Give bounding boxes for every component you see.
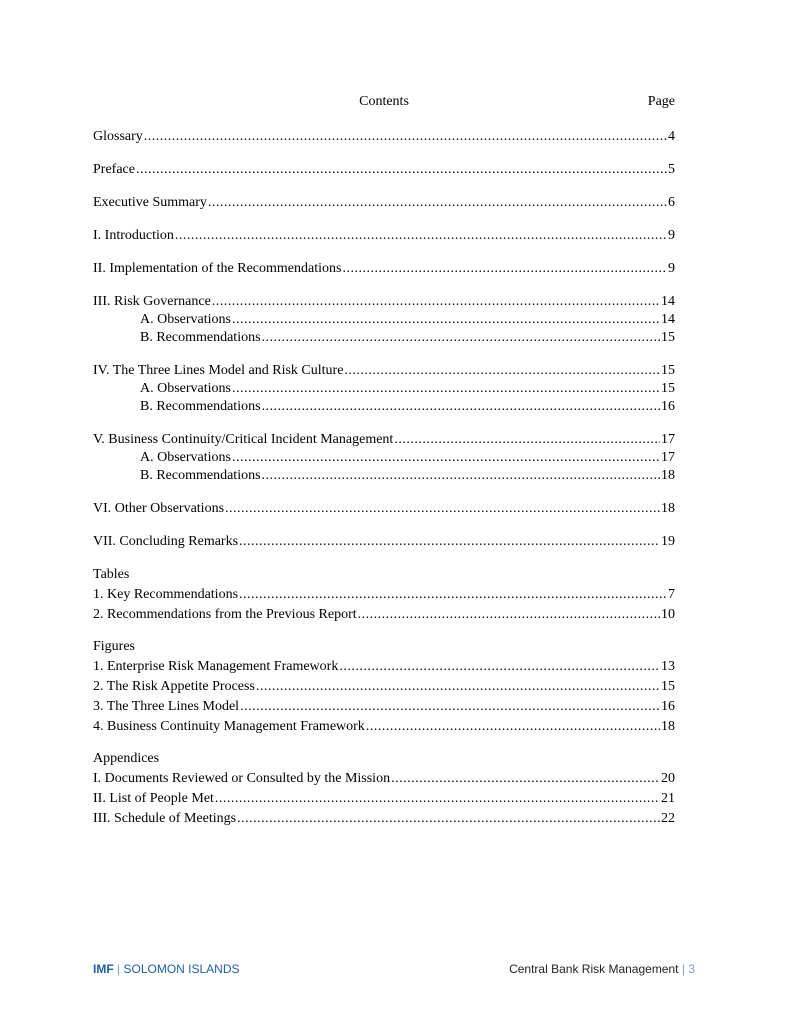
tables-heading: Tables — [93, 567, 130, 582]
toc-entry-page: 18 — [661, 719, 675, 734]
toc-entry-page: 4 — [668, 129, 675, 144]
toc-entry-label: II. Implementation of the Recommendations — [93, 261, 342, 276]
toc-section — [93, 533, 675, 551]
toc-entry[interactable] — [93, 128, 675, 146]
tables-entry[interactable] — [93, 586, 675, 604]
figures-heading: Figures — [93, 639, 135, 654]
footer-doc-divider: | — [681, 962, 685, 976]
dot-leader — [239, 586, 667, 604]
dot-leader — [175, 227, 667, 245]
dot-leader — [215, 790, 660, 808]
toc-entry-label: B. Recommendations — [140, 399, 261, 414]
toc-entry-page: 15 — [661, 330, 675, 345]
figures-entry[interactable] — [93, 718, 675, 736]
toc-entry-page: 7 — [668, 587, 675, 602]
toc-subentry[interactable] — [93, 329, 675, 347]
toc-section — [93, 500, 675, 518]
toc-entry-label: 1. Key Recommendations — [93, 587, 239, 602]
dot-leader — [339, 658, 660, 676]
toc-entry-label: I. Documents Reviewed or Consulted by the Mission — [93, 771, 391, 786]
toc-entry[interactable] — [93, 431, 675, 449]
toc-entry-label: 2. Recommendations from the Previous Report — [93, 607, 357, 622]
appendices-entry[interactable] — [93, 770, 675, 788]
toc-entry-page: 15 — [661, 381, 675, 396]
toc-entry-page: 6 — [668, 195, 675, 210]
toc-entry[interactable] — [93, 227, 675, 245]
toc-entry-page: 17 — [661, 432, 675, 447]
toc-entry-label: B. Recommendations — [140, 330, 261, 345]
toc-section — [93, 293, 675, 347]
dot-leader — [144, 128, 667, 146]
toc-entry-label: V. Business Continuity/Critical Incident Management — [93, 432, 394, 447]
toc-entry-page: 19 — [661, 534, 675, 549]
footer-org — [93, 962, 240, 976]
toc-entry-page: 22 — [661, 811, 675, 826]
dot-leader — [262, 467, 660, 485]
dot-leader — [262, 329, 660, 347]
toc-entry-page: 15 — [661, 363, 675, 378]
toc-entry-label: VI. Other Observations — [93, 501, 225, 516]
toc-subentry[interactable] — [93, 449, 675, 467]
toc-entry-label: Preface — [93, 162, 135, 177]
toc-entry-page: 9 — [668, 261, 675, 276]
dot-leader — [366, 718, 660, 736]
toc-subentry[interactable] — [93, 311, 675, 329]
toc-entry-label: A. Observations — [140, 450, 231, 465]
toc-entry-page: 9 — [668, 228, 675, 243]
toc-entry-label: III. Schedule of Meetings — [93, 811, 237, 826]
toc-entry[interactable] — [93, 533, 675, 551]
table-of-contents — [93, 93, 675, 842]
toc-entry-page: 15 — [661, 679, 675, 694]
footer-page-number: 3 — [688, 962, 695, 976]
dot-leader — [394, 431, 660, 449]
dot-leader — [232, 449, 660, 467]
dot-leader — [262, 398, 660, 416]
dot-leader — [136, 161, 667, 179]
toc-entry-page: 14 — [661, 294, 675, 309]
toc-entry-label: VII. Concluding Remarks — [93, 534, 239, 549]
appendices-entry[interactable] — [93, 790, 675, 808]
toc-entry-label: IV. The Three Lines Model and Risk Culture — [93, 363, 344, 378]
dot-leader — [232, 311, 660, 329]
figures-entry[interactable] — [93, 678, 675, 696]
figures-entry[interactable] — [93, 658, 675, 676]
toc-subentry[interactable] — [93, 398, 675, 416]
toc-entry-page: 16 — [661, 399, 675, 414]
dot-leader — [344, 362, 660, 380]
tables-entry[interactable] — [93, 606, 675, 624]
toc-section — [93, 362, 675, 416]
figures-list — [93, 638, 675, 736]
appendices-entry[interactable] — [93, 810, 675, 828]
dot-leader — [342, 260, 667, 278]
toc-entry-page: 14 — [661, 312, 675, 327]
toc-entry-label: 2. The Risk Appetite Process — [93, 679, 255, 694]
toc-section — [93, 227, 675, 245]
dot-leader — [240, 698, 660, 716]
toc-section — [93, 431, 675, 485]
dot-leader — [358, 606, 660, 624]
toc-entry-label: 4. Business Continuity Management Framework — [93, 719, 365, 734]
toc-section — [93, 260, 675, 278]
toc-entry[interactable] — [93, 293, 675, 311]
toc-section — [93, 161, 675, 179]
toc-entry-label: A. Observations — [140, 312, 231, 327]
dot-leader — [232, 380, 660, 398]
toc-entry-page: 5 — [668, 162, 675, 177]
toc-subentry[interactable] — [93, 380, 675, 398]
toc-entry-label: Glossary — [93, 129, 143, 144]
footer-divider: | — [117, 962, 121, 976]
page-footer — [93, 962, 695, 978]
footer-org-abbrev: IMF — [93, 962, 114, 976]
footer-doc — [509, 962, 695, 976]
page-column-label: Page — [647, 94, 675, 109]
toc-entry-page: 21 — [661, 791, 675, 806]
toc-entry-page: 20 — [661, 771, 675, 786]
toc-entry[interactable] — [93, 500, 675, 518]
toc-sections — [93, 128, 675, 551]
toc-entry-page: 10 — [661, 607, 675, 622]
toc-entry-label: III. Risk Governance — [93, 294, 211, 309]
dot-leader — [208, 194, 667, 212]
toc-entry-label: Executive Summary — [93, 195, 207, 210]
toc-header — [93, 93, 675, 111]
dot-leader — [256, 678, 660, 696]
toc-section — [93, 194, 675, 212]
toc-entry-page: 16 — [661, 699, 675, 714]
appendices-list — [93, 750, 675, 828]
dot-leader — [239, 533, 660, 551]
toc-subentry[interactable] — [93, 467, 675, 485]
contents-title: Contents — [359, 94, 409, 109]
toc-entry[interactable] — [93, 161, 675, 179]
toc-section — [93, 128, 675, 146]
dot-leader — [225, 500, 660, 518]
toc-entry[interactable] — [93, 260, 675, 278]
toc-entry-label: 1. Enterprise Risk Management Framework — [93, 659, 339, 674]
footer-country: SOLOMON ISLANDS — [123, 962, 240, 976]
tables-list — [93, 566, 675, 624]
toc-entry-label: A. Observations — [140, 381, 231, 396]
toc-entry-page: 17 — [661, 450, 675, 465]
toc-entry[interactable] — [93, 194, 675, 212]
toc-entry-page: 18 — [661, 468, 675, 483]
toc-entry-label: 3. The Three Lines Model — [93, 699, 240, 714]
dot-leader — [212, 293, 660, 311]
toc-entry[interactable] — [93, 362, 675, 380]
toc-entry-label: B. Recommendations — [140, 468, 261, 483]
toc-entry-label: II. List of People Met — [93, 791, 214, 806]
footer-doc-title: Central Bank Risk Management — [509, 962, 679, 976]
toc-entry-page: 18 — [661, 501, 675, 516]
toc-entry-page: 13 — [661, 659, 675, 674]
dot-leader — [391, 770, 660, 788]
toc-entry-label: I. Introduction — [93, 228, 174, 243]
dot-leader — [237, 810, 660, 828]
appendices-heading: Appendices — [93, 751, 160, 766]
figures-entry[interactable] — [93, 698, 675, 716]
